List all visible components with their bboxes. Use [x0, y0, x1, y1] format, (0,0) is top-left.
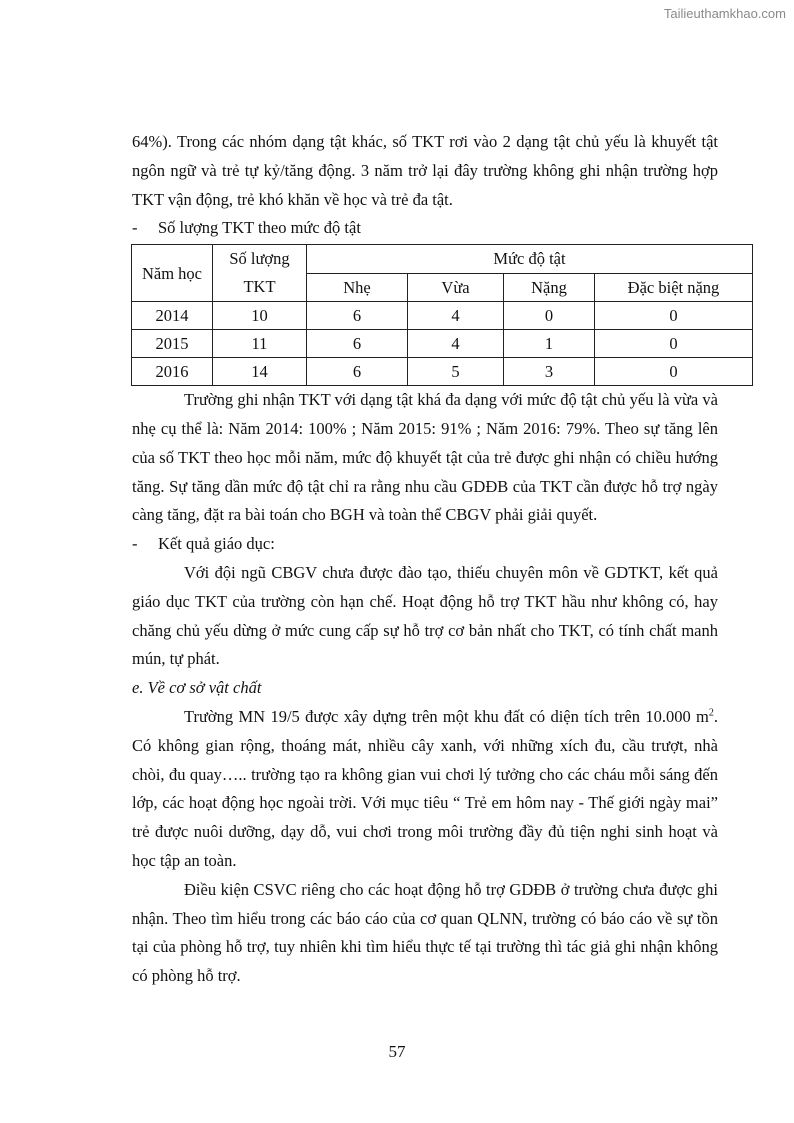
- table-row: [132, 330, 753, 358]
- bullet-mark: -: [132, 534, 138, 554]
- paragraph-education: Với đội ngũ CBGV chưa được đào tạo, thiếu chuyên môn về GDTKT, kết quả giáo dục TKT của trường còn hạn chế. Hoạt động hỗ trợ TKT hầu như không có, hay chăng chủ yếu dừng ở mức cung cấp sự hỗ trợ cơ bản nhất cho TKT, có tính chất manh mún, tự phát.: [132, 562, 718, 669]
- header-level: Mức độ tật: [307, 245, 753, 274]
- cell: 6: [307, 302, 408, 330]
- header-level-medium: Vừa: [408, 273, 504, 302]
- table-row: [132, 358, 753, 386]
- cell: 0: [595, 302, 753, 330]
- watermark: Tailieuthamkhao.com: [663, 6, 786, 21]
- document-body: [132, 128, 718, 991]
- cell: 1: [504, 330, 595, 358]
- header-level-severe: Nặng: [504, 273, 595, 302]
- cell: 5: [408, 358, 504, 386]
- superscript-2: 2: [708, 707, 714, 719]
- cell: 3: [504, 358, 595, 386]
- cell: 2015: [132, 330, 213, 358]
- header-year: Năm học: [132, 245, 213, 302]
- facilities-text-b: . Có không gian rộng, thoáng mát, nhiều cây xanh, với những xích đu, cầu trượt, nhà chòi, đu quay….. trường tạo ra không gian vui chơi lý tưởng cho các cháu mỗi sáng đến lớp, các hoạt động học ngoài trời. Với mục tiêu “ Trẻ em hôm nay - Thế giới ngày mai” trẻ được nuôi dưỡng, dạy dỗ, vui chơi trong môi trường đầy đủ tiện nghi sinh hoạt và học tập an toàn.: [132, 706, 718, 870]
- cell: 0: [595, 330, 753, 358]
- cell: 10: [213, 302, 307, 330]
- cell: 4: [408, 330, 504, 358]
- disability-level-table: [131, 244, 753, 386]
- paragraph-levels: Trường ghi nhận TKT với dạng tật khá đa dạng với mức độ tật chủ yếu là vừa và nhẹ cụ thể là: Năm 2014: 100% ; Năm 2015: 91% ; Năm 2016: 79%. Theo sự tăng lên của số TKT theo học mỗi năm, mức độ khuyết tật của trẻ được ghi nhận có chiều hướng tăng. Sự tăng dần mức độ tật chỉ ra rằng nhu cầu GDĐB của TKT cần được hỗ trợ ngày càng tăng, đặt ra bài toán cho BGH và toàn thể CBGV phải giải quyết.: [132, 390, 718, 525]
- cell: 4: [408, 302, 504, 330]
- bullet-text: Kết quả giáo dục:: [158, 534, 275, 554]
- paragraph-facilities: [132, 703, 718, 876]
- paragraph-csvc: Điều kiện CSVC riêng cho các hoạt động hỗ trợ GDĐB ở trường chưa được ghi nhận. Theo tìm hiểu trong các báo cáo của cơ quan QLNN, trường có báo cáo về sự tồn tại của phòng hỗ trợ, tuy nhiên khi tìm hiểu thực tế tại trường thì tác giả ghi nhận không có phòng hỗ trợ.: [132, 879, 718, 986]
- table-row: [132, 302, 753, 330]
- bullet-text: Số lượng TKT theo mức độ tật: [158, 218, 361, 238]
- facilities-text-a: Trường MN 19/5 được xây dựng trên một khu đất có diện tích trên 10.000 m: [184, 706, 709, 726]
- section-heading: e. Về cơ sở vật chất: [132, 678, 262, 698]
- cell: 0: [595, 358, 753, 386]
- cell: 11: [213, 330, 307, 358]
- bullet-education-results: [132, 530, 718, 559]
- cell: 6: [307, 358, 408, 386]
- cell: 0: [504, 302, 595, 330]
- cell: 2016: [132, 358, 213, 386]
- bullet-tkt-count: [132, 214, 718, 243]
- cell: 6: [307, 330, 408, 358]
- header-level-very-severe: Đặc biệt nặng: [595, 273, 753, 302]
- page-number: 57: [388, 1042, 406, 1061]
- bullet-mark: -: [132, 218, 138, 238]
- cell: 14: [213, 358, 307, 386]
- paragraph-intro: 64%). Trong các nhóm dạng tật khác, số TKT rơi vào 2 dạng tật chủ yếu là khuyết tật ngôn ngữ và trẻ tự kỷ/tăng động. 3 năm trở lại đây trường không ghi nhận trường hợp TKT vận động, trẻ khó khăn về học và trẻ đa tật.: [132, 132, 718, 209]
- header-count: Số lượng TKT: [213, 245, 307, 302]
- cell: 2014: [132, 302, 213, 330]
- header-level-light: Nhẹ: [307, 273, 408, 302]
